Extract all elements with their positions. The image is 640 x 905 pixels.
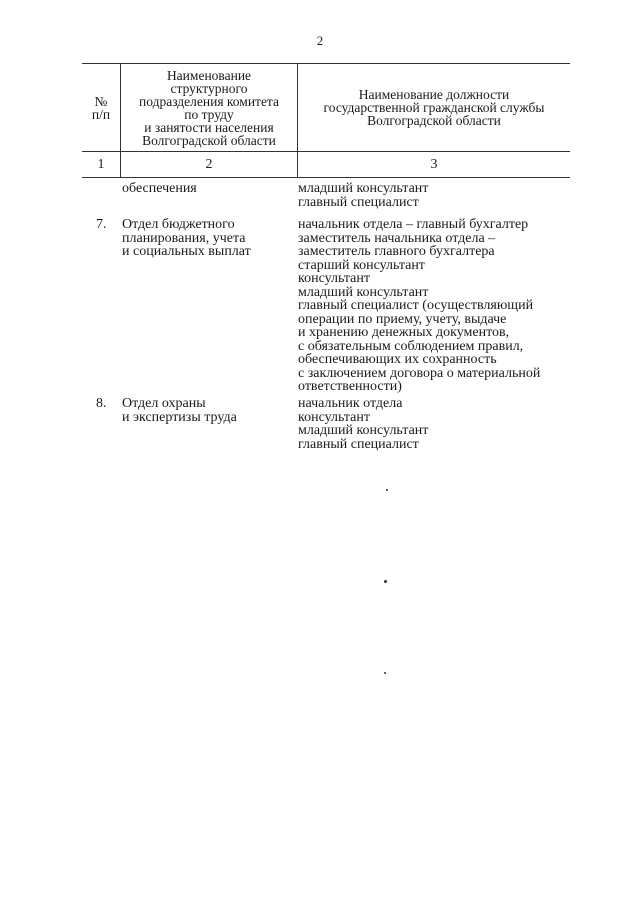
row-number: 8. <box>96 396 107 411</box>
department-name: Отдел бюджетного планирования, учета и социальных выплат <box>122 217 251 259</box>
department-name: обеспечения <box>122 181 197 196</box>
column-number-1: 1 <box>82 152 121 178</box>
column-number-3: 3 <box>298 152 571 178</box>
scan-speck <box>384 672 386 674</box>
department-name: Отдел охраны и экспертизы труда <box>122 396 237 425</box>
header-col-number: № п/п <box>82 64 121 152</box>
table-header <box>82 63 570 178</box>
scan-speck <box>384 580 387 583</box>
scan-speck <box>386 489 388 491</box>
row-number: 7. <box>96 217 107 232</box>
column-number-2: 2 <box>121 152 298 178</box>
header-col-department: Наименование структурного подразделения комитета по труду и занятости населения Волгоградской области <box>121 64 298 152</box>
position-list: начальник отдела – главный бухгалтер заместитель начальника отдела – заместитель главного бухгалтера старший консультант консультант младший консультант главный специалист (осуществляющий операции по приему, учету, выдаче и хранению денежных документов, с обязательным соблюдением правил, обеспечивающих их сохранность с заключением договора о материальной ответственности) <box>298 217 541 394</box>
position-list: младший консультант главный специалист <box>298 181 429 210</box>
position-list: начальник отдела консультант младший консультант главный специалист <box>298 396 429 452</box>
page-number: 2 <box>316 33 324 48</box>
header-col-position: Наименование должности государственной гражданской службы Волгоградской области <box>298 64 571 152</box>
